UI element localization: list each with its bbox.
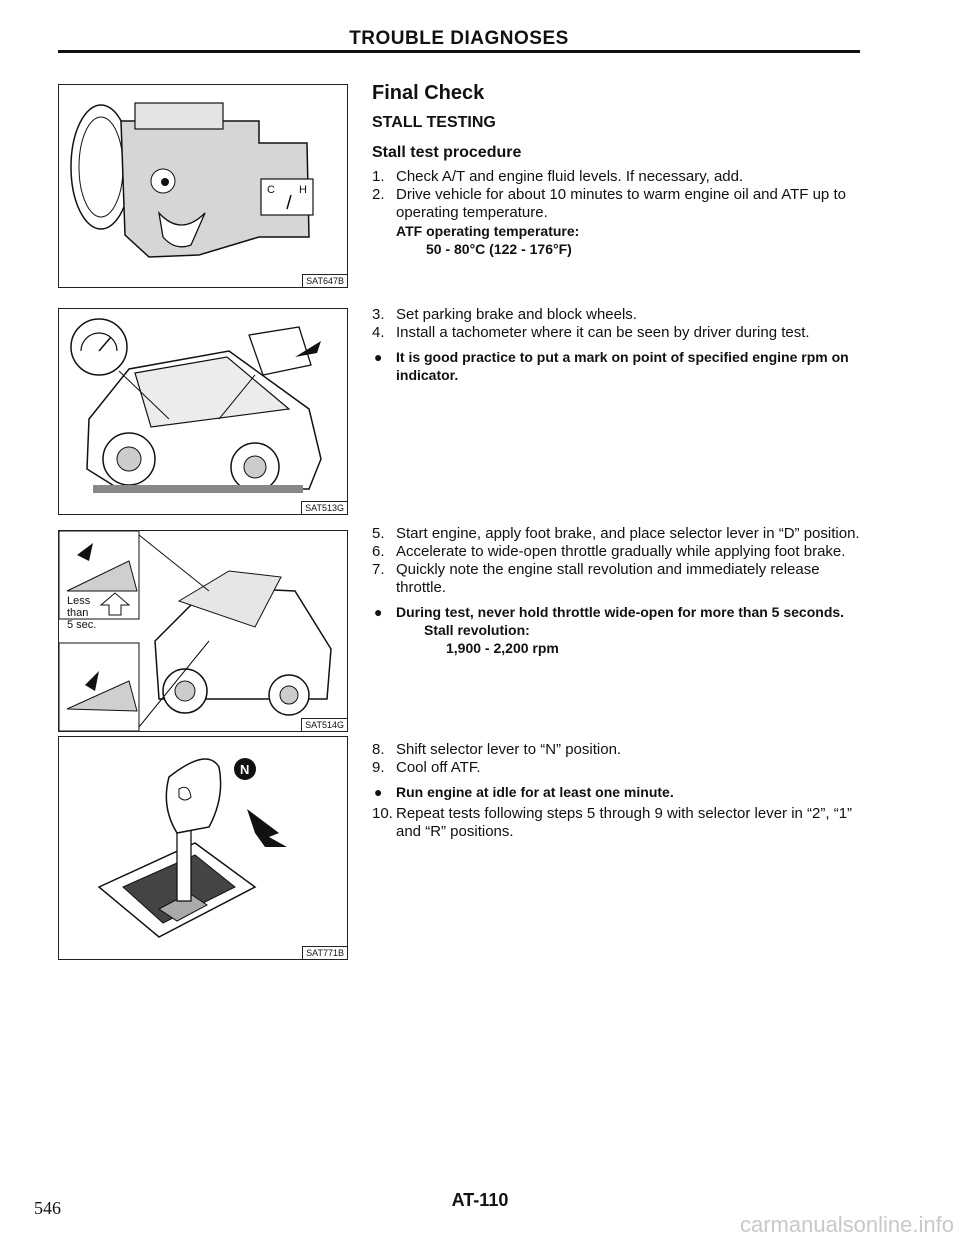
bullet-icon: ●: [374, 604, 383, 620]
figure-atf-temperature: [58, 84, 348, 288]
figure-selector-lever: [58, 736, 348, 960]
step-number: 4.: [372, 324, 385, 341]
content-block-1: [372, 84, 867, 258]
step-number: 2.: [372, 186, 385, 203]
procedure-title: Stall test procedure: [372, 144, 522, 161]
step-text: Set parking brake and block wheels.: [396, 306, 637, 323]
page-header-title: TROUBLE DIAGNOSES: [349, 28, 569, 49]
step-item: [372, 759, 867, 777]
badge-n-text: N: [240, 762, 250, 777]
svg-text:H: H: [299, 184, 307, 196]
step-number: 1.: [372, 168, 385, 185]
step-text: Repeat tests following steps 5 through 9 with selector lever in “2”, “1” and “R” positions.: [396, 805, 853, 840]
step-item: [372, 561, 867, 597]
figure-throttle-timing: [58, 530, 348, 732]
timing-label: [67, 595, 96, 631]
step-item: [372, 186, 867, 222]
step-number: 10.: [372, 805, 393, 822]
timing-label-line: Less: [67, 595, 91, 607]
car-tachometer-illustration: [59, 309, 347, 514]
stall-spec-value: 1,900 - 2,200 rpm: [446, 640, 559, 656]
note-item: [372, 348, 867, 384]
note-text: During test, never hold throttle wide-open for more than 5 seconds.: [396, 604, 845, 620]
section-subtitle: STALL TESTING: [372, 114, 496, 131]
figure-code: SAT771B: [302, 946, 347, 959]
note-text: Run engine at idle for at least one minute.: [396, 784, 674, 800]
thermometer-illustration: [59, 85, 347, 287]
figure-code: SAT514G: [301, 718, 347, 731]
stall-spec-label: Stall revolution:: [424, 622, 530, 638]
content-block-3: [372, 525, 867, 657]
step-text: Start engine, apply foot brake, and place selector lever in “D” position.: [396, 525, 860, 542]
atf-spec-value: 50 - 80°C (122 - 176°F): [426, 241, 572, 257]
step-number: 8.: [372, 741, 385, 758]
figure-code: SAT513G: [301, 501, 347, 514]
bullet-icon: ●: [374, 349, 383, 365]
step-item: [372, 306, 867, 324]
note-item: [372, 783, 867, 801]
timing-label-line: 5 sec.: [67, 619, 97, 631]
step-item: [372, 805, 867, 841]
watermark: carmanualsonline.info: [739, 1212, 954, 1237]
step-text: Quickly note the engine stall revolution and immediately release throttle.: [396, 561, 820, 596]
footer-section-code: AT-110: [451, 1190, 509, 1210]
header-rule: [58, 50, 860, 53]
figure-code: SAT647B: [302, 274, 347, 287]
step-number: 9.: [372, 759, 385, 776]
note-item: [372, 603, 867, 621]
content-block-4: [372, 741, 867, 841]
svg-text:C: C: [267, 184, 275, 196]
bullet-icon: ●: [374, 784, 383, 800]
step-item: [372, 741, 867, 759]
page-number: 546: [34, 1198, 61, 1218]
figure-tachometer-setup: [58, 308, 348, 515]
step-text: Shift selector lever to “N” position.: [396, 741, 622, 758]
selector-lever-illustration: [59, 737, 347, 959]
atf-spec-label: ATF operating temperature:: [396, 223, 580, 239]
section-title: Final Check: [372, 82, 485, 104]
note-text: It is good practice to put a mark on point of specified engine rpm on indicator.: [396, 349, 849, 383]
pedal-car-illustration: [59, 531, 347, 731]
timing-label-line: than: [67, 607, 89, 619]
step-text: Accelerate to wide-open throttle gradually while applying foot brake.: [396, 543, 846, 560]
content-block-2: [372, 306, 867, 384]
step-number: 5.: [372, 525, 385, 542]
step-text: Drive vehicle for about 10 minutes to warm engine oil and ATF up to operating temperature.: [396, 186, 846, 221]
step-item: [372, 525, 867, 543]
step-number: 6.: [372, 543, 385, 560]
step-text: Cool off ATF.: [396, 759, 481, 776]
step-item: [372, 543, 867, 561]
step-item: [372, 324, 867, 342]
step-text: Check A/T and engine fluid levels. If necessary, add.: [396, 168, 744, 185]
step-text: Install a tachometer where it can be seen by driver during test.: [396, 324, 810, 341]
step-item: [372, 168, 867, 186]
step-number: 3.: [372, 306, 385, 323]
step-number: 7.: [372, 561, 385, 578]
